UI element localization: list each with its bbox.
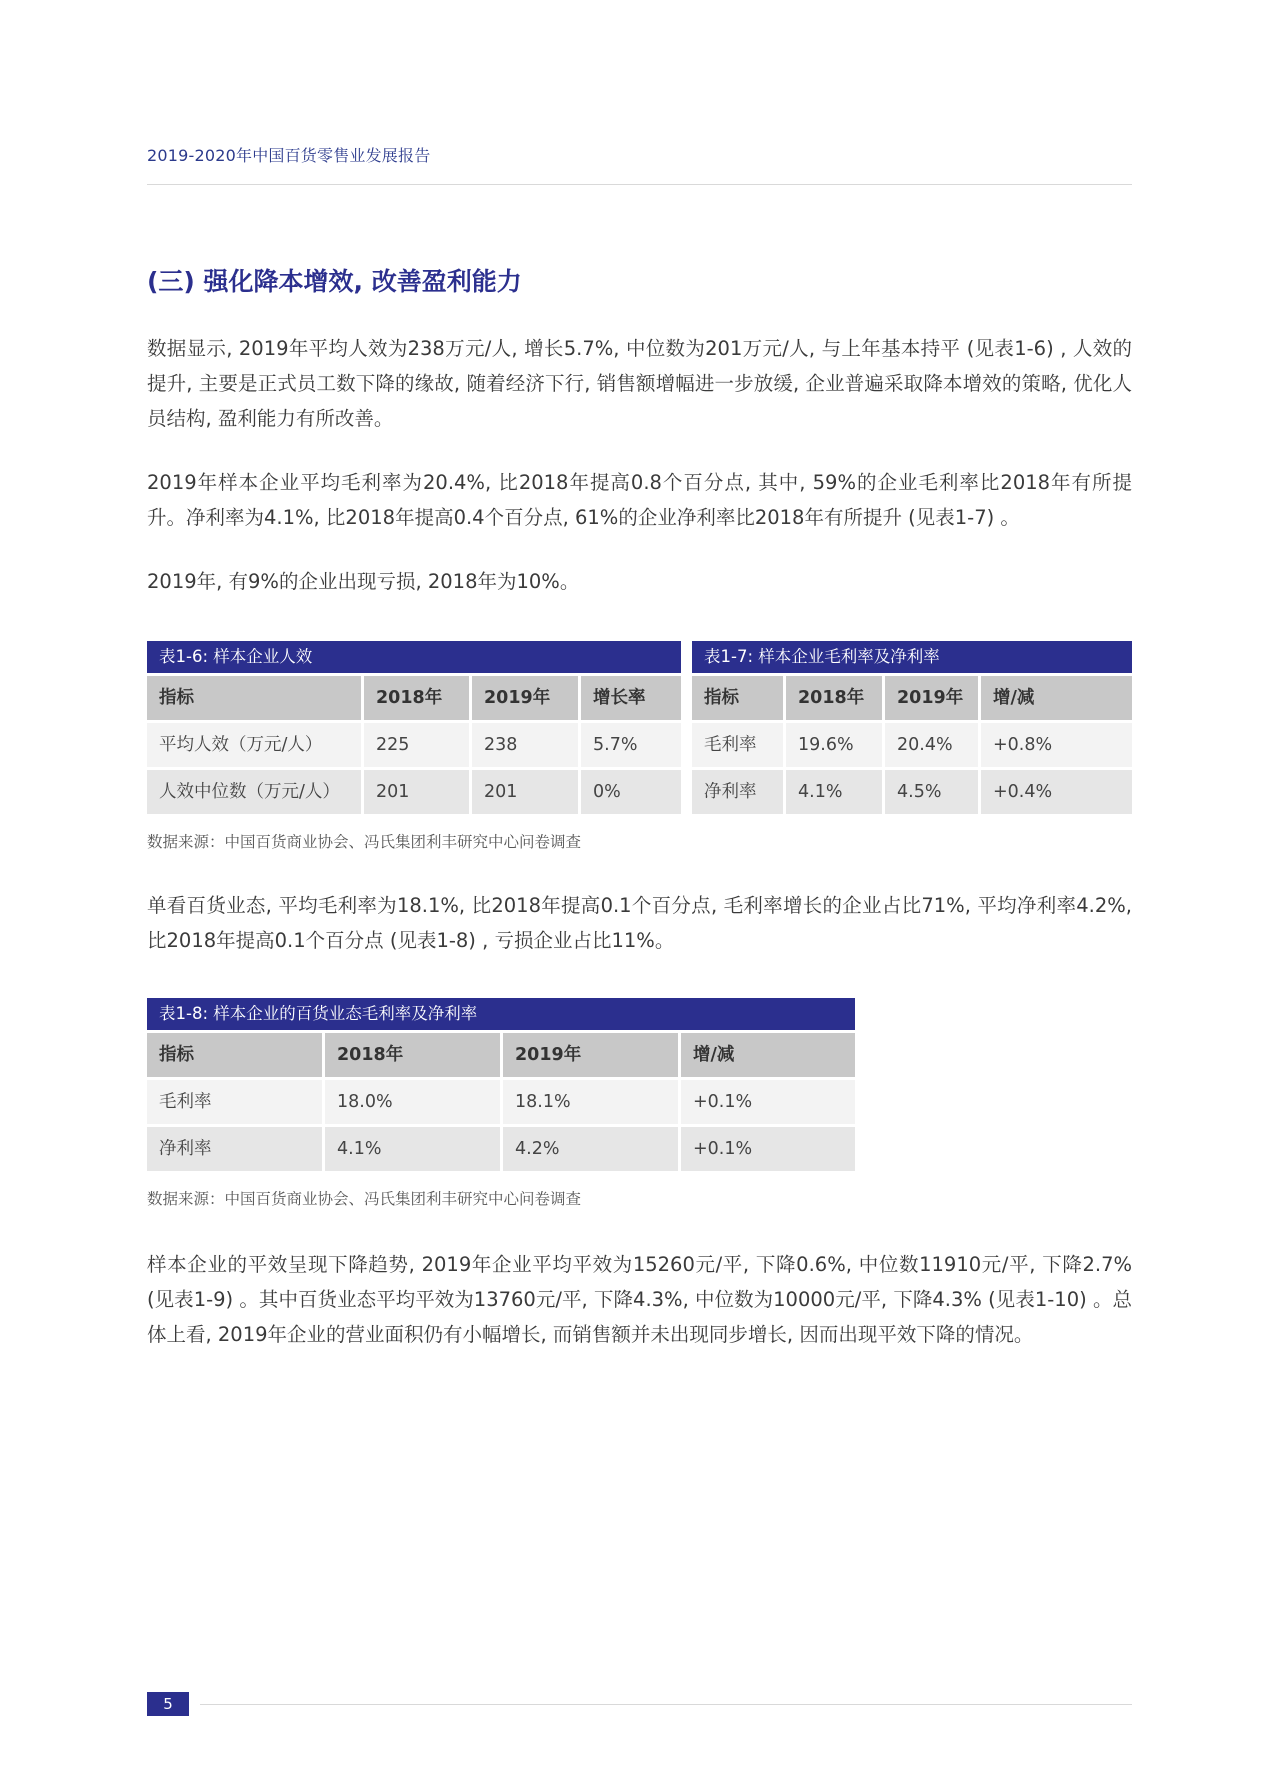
table-1-7-title: 表1-7: 样本企业毛利率及净利率	[692, 641, 1132, 673]
table-cell: +0.1%	[681, 1080, 855, 1124]
page-number: 5	[147, 1692, 189, 1716]
table-cell: 238	[472, 723, 578, 767]
table-header-cell: 2018年	[364, 676, 469, 720]
paragraph-department-store: 单看百货业态, 平均毛利率为18.1%, 比2018年提高0.1个百分点, 毛利率增长的企业占比71%, 平均净利率4.2%, 比2018年提高0.1个百分点 (见表1-8) , 亏损企业占比11%。	[147, 894, 1132, 952]
paragraph-efficiency: 数据显示, 2019年平均人效为238万元/人, 增长5.7%, 中位数为201万元/人, 与上年基本持平 (见表1-6) , 人效的提升, 主要是正式员工数下降的缘故, 随着经济下行, 销售额增幅进一步放缓, 企业普遍采取降本增效的策略, 优化人员结构, 盈利能力有所改善。	[147, 337, 1132, 430]
table-cell: +0.8%	[981, 723, 1132, 767]
table-header-cell: 2018年	[325, 1033, 500, 1077]
table-cell: 0%	[581, 770, 681, 814]
table-cell: 18.1%	[503, 1080, 678, 1124]
table-1-8-title: 表1-8: 样本企业的百货业态毛利率及净利率	[147, 998, 855, 1030]
table-cell: 19.6%	[786, 723, 882, 767]
table-cell: 人效中位数（万元/人）	[147, 770, 361, 814]
table-header-cell: 指标	[147, 1033, 322, 1077]
data-source-note: 数据来源：中国百货商业协会、冯氏集团利丰研究中心问卷调查	[147, 833, 582, 851]
table-cell: 平均人效（万元/人）	[147, 723, 361, 767]
table-1-8	[147, 1033, 855, 1171]
table-header-cell: 增/减	[681, 1033, 855, 1077]
table-header-cell: 增/减	[981, 676, 1132, 720]
table-cell: 毛利率	[692, 723, 783, 767]
table-header-cell: 指标	[147, 676, 361, 720]
paragraph-loss: 2019年, 有9%的企业出现亏损, 2018年为10%。	[147, 570, 580, 593]
report-header-title: 2019-2020年中国百货零售业发展报告	[147, 146, 431, 165]
paragraph-sales-per-area: 样本企业的平效呈现下降趋势, 2019年企业平均平效为15260元/平, 下降0.6%, 中位数11910元/平, 下降2.7% (见表1-9) 。其中百货业态平均平效为13760元/平, 下降4.3%, 中位数为10000元/平, 下降4.3% (见表1-10) 。总体上看, 2019年企业的营业面积仍有小幅增长, 而销售额并未出现同步增长, 因而出现平效下降的情况。	[147, 1253, 1132, 1346]
table-cell: +0.1%	[681, 1127, 855, 1171]
table-cell: 净利率	[692, 770, 783, 814]
table-header-cell: 指标	[692, 676, 783, 720]
table-1-6-title: 表1-6: 样本企业人效	[147, 641, 681, 673]
table-cell: 201	[364, 770, 469, 814]
table-cell: 201	[472, 770, 578, 814]
paragraph-margin: 2019年样本企业平均毛利率为20.4%, 比2018年提高0.8个百分点, 其中, 59%的企业毛利率比2018年有所提升。净利率为4.1%, 比2018年提高0.4个百分点, 61%的企业净利率比2018年有所提升 (见表1-7) 。	[147, 471, 1132, 529]
table-header-cell: 2019年	[503, 1033, 678, 1077]
table-cell: 225	[364, 723, 469, 767]
table-cell: 20.4%	[885, 723, 978, 767]
table-cell: 5.7%	[581, 723, 681, 767]
table-cell: 4.2%	[503, 1127, 678, 1171]
table-1-6	[147, 676, 681, 814]
table-cell: 4.1%	[325, 1127, 500, 1171]
table-header-cell: 2019年	[885, 676, 978, 720]
table-1-7	[692, 676, 1132, 814]
data-source-note: 数据来源：中国百货商业协会、冯氏集团利丰研究中心问卷调查	[147, 1190, 582, 1208]
table-cell: +0.4%	[981, 770, 1132, 814]
header-divider	[147, 184, 1132, 185]
table-cell: 4.1%	[786, 770, 882, 814]
footer-divider	[200, 1704, 1132, 1705]
table-cell: 4.5%	[885, 770, 978, 814]
section-heading: (三) 强化降本增效, 改善盈利能力	[147, 267, 522, 296]
table-cell: 净利率	[147, 1127, 322, 1171]
table-cell: 毛利率	[147, 1080, 322, 1124]
table-cell: 18.0%	[325, 1080, 500, 1124]
table-header-cell: 2019年	[472, 676, 578, 720]
table-header-cell: 增长率	[581, 676, 681, 720]
table-header-cell: 2018年	[786, 676, 882, 720]
